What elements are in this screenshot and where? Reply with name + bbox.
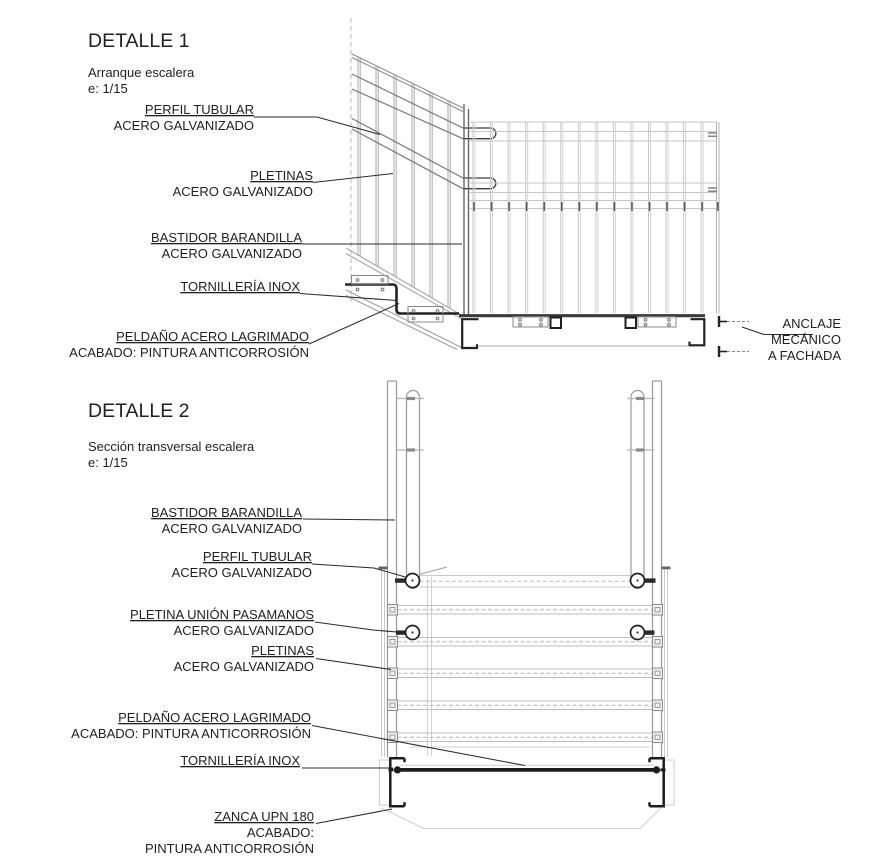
leader-d2-bastidor <box>303 519 395 520</box>
band-clip <box>388 605 398 616</box>
label-d1-perfil-2: ACERO GALVANIZADO <box>113 118 254 133</box>
label-d2-bastidor-2: ACERO GALVANIZADO <box>161 521 302 536</box>
detail1-drawing <box>345 18 749 357</box>
label-d2-tornilleria: TORNILLERÍA INOX <box>180 753 300 768</box>
label-d1-tornilleria: TORNILLERÍA INOX <box>180 279 300 294</box>
band-clip <box>653 637 663 648</box>
label-d1-pletinas-2: ACERO GALVANIZADO <box>172 184 313 199</box>
detail1-landing-railing <box>470 122 718 313</box>
leader-d1-perfil <box>254 117 380 135</box>
tube-anchor-hatch <box>708 133 717 191</box>
detail1-beam-cap-left <box>462 319 478 348</box>
band-clip <box>653 668 663 679</box>
band-clip <box>388 637 398 648</box>
label-d2-pletinas-1: PLETINAS <box>251 643 314 658</box>
detail2-handrail-band <box>420 576 632 588</box>
leader-d1-pletinas <box>313 174 393 183</box>
label-d1-anclaje-2: MECÁNICO <box>770 332 841 347</box>
leader-d1-tornilleria <box>300 294 397 301</box>
label-d1-perfil-1: PERFIL TUBULAR <box>144 102 254 117</box>
leader-d1-peldano <box>309 304 399 345</box>
detail2-upn-shadow-left <box>380 760 390 805</box>
band-clip <box>653 605 663 616</box>
label-d2-zanca-1: ZANCA UPN 180 <box>214 809 314 824</box>
label-d1-peldano-1: PELDAÑO ACERO LAGRIMADO <box>116 329 309 344</box>
leader-d2-peldano <box>312 726 525 766</box>
detail2-far-verticals <box>382 569 668 757</box>
leader-d2-perfil <box>312 564 407 578</box>
label-d2-zanca-3: PINTURA ANTICORROSIÓN <box>144 841 314 856</box>
label-d1-pletinas-1: PLETINAS <box>250 168 313 183</box>
label-d2-perfil-2: ACERO GALVANIZADO <box>171 565 312 580</box>
label-d1-bastidor-1: BASTIDOR BARANDILLA <box>151 230 302 245</box>
detail1-step-profile <box>345 285 459 314</box>
detail2-drawing <box>379 381 675 829</box>
label-d2-perfil-1: PERFIL TUBULAR <box>202 549 312 564</box>
detail2-post-ticks <box>397 399 655 451</box>
label-d1-peldano-2: ACABADO: PINTURA ANTICORROSIÓN <box>69 345 309 360</box>
detail2-handrail-circles <box>395 574 656 640</box>
detail1-scale: e: 1/15 <box>88 81 128 96</box>
label-d1-bastidor-2: ACERO GALVANIZADO <box>161 246 302 261</box>
label-d2-pletinas-2: ACERO GALVANIZADO <box>173 659 314 674</box>
annotations <box>69 30 841 856</box>
detail2-floor-outline <box>381 808 662 829</box>
label-d2-bastidor-1: BASTIDOR BARANDILLA <box>151 505 302 520</box>
label-d2-zanca-2: ACABADO: <box>246 825 314 840</box>
label-d1-anclaje-1: ANCLAJE <box>782 316 841 331</box>
leader-d2-pletinas <box>316 659 391 670</box>
leader-d2-zanca <box>316 809 392 824</box>
detail2-pletina-bands <box>388 605 663 743</box>
detail2-scale: e: 1/15 <box>88 455 128 470</box>
detail2-upn-shadow-right <box>664 760 674 805</box>
label-d1-anclaje-3: A FACHADA <box>768 348 841 363</box>
band-clip <box>653 732 663 743</box>
detail2-tube-post-right <box>631 391 644 589</box>
detail2-weld-tick <box>419 567 447 575</box>
detail2-subtitle: Sección transversal escalera <box>88 439 255 454</box>
detail1-handrail-tube-upper <box>352 74 496 139</box>
detail1-subtitle: Arranque escalera <box>88 65 195 80</box>
detail2-far-cap-right <box>662 567 671 570</box>
label-d2-pletina-union-2: ACERO GALVANIZADO <box>173 623 314 638</box>
detail1-square-section-1 <box>551 318 562 329</box>
detail2-far-cap-left <box>379 567 388 570</box>
detail1-anchor-upper <box>719 316 749 327</box>
label-d2-peldano-1: PELDAÑO ACERO LAGRIMADO <box>118 710 311 725</box>
detail1-square-section-2 <box>626 318 637 329</box>
label-d2-pletina-union-1: PLETINA UNIÓN PASAMANOS <box>130 607 314 622</box>
band-clip <box>388 700 398 711</box>
detail1-landing-right-edge <box>708 122 719 313</box>
detail1-bolt-plates <box>352 276 677 328</box>
detail1-title: DETALLE 1 <box>88 30 190 52</box>
leader-d2-pletina-union <box>315 622 403 633</box>
detail1-beam-cap-right <box>690 319 705 345</box>
label-d2-peldano-2: ACABADO: PINTURA ANTICORROSIÓN <box>71 726 311 741</box>
detail2-title: DETALLE 2 <box>88 400 190 422</box>
band-clip <box>653 700 663 711</box>
detail1-anchor-lower <box>719 346 749 357</box>
detail2-tube-post-left <box>407 391 420 589</box>
leader-lines <box>254 117 813 824</box>
